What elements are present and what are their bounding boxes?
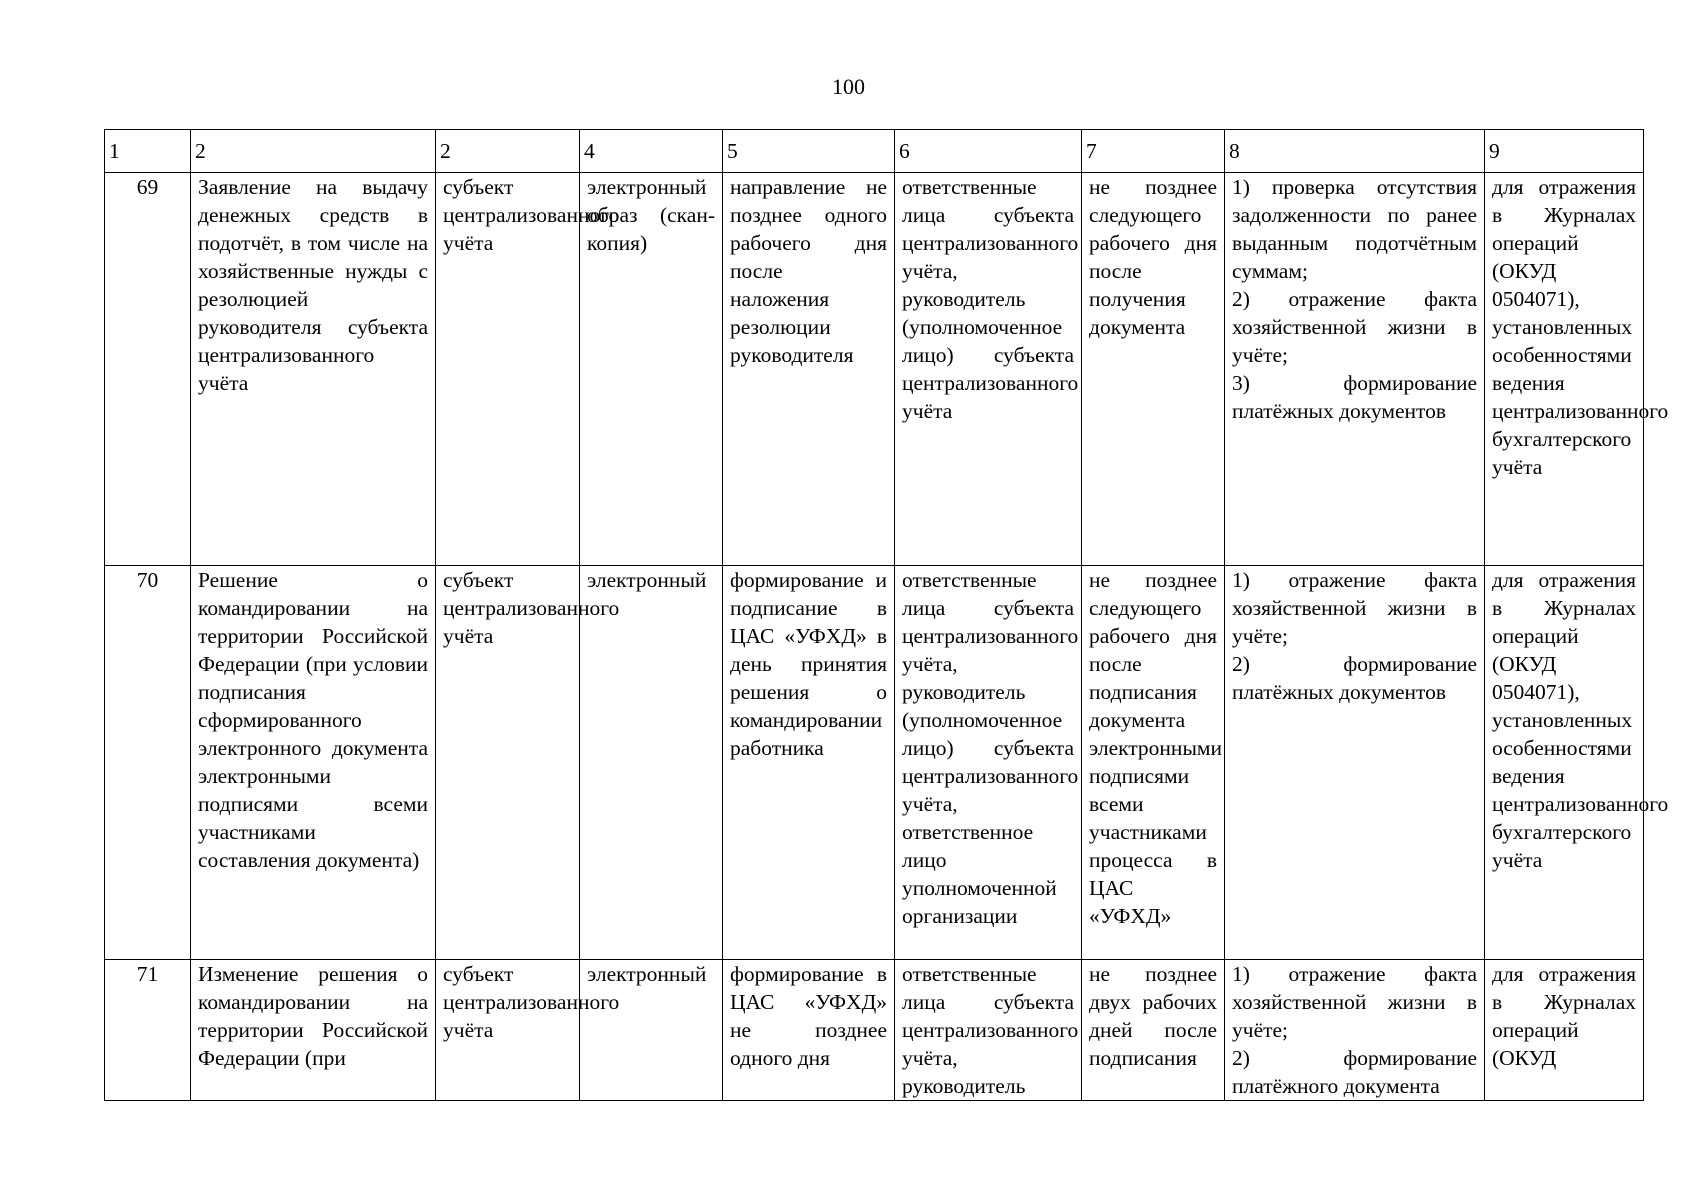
column-header: 4 [580,130,723,173]
purpose-cell: для отражения в Журналах операций (ОКУД [1485,960,1644,1101]
column-header: 5 [723,130,895,173]
responsible-cell: ответственные лица субъекта централизованного учёта, руководитель [895,960,1082,1101]
page-number: 100 [832,74,865,99]
actions-cell: 1) отражение факта хозяйственной жизни в учёте; 2) формирование платёжного документа [1225,960,1485,1101]
row-number: 71 [105,960,191,1101]
actions-cell: 1) отражение факта хозяйственной жизни в учёте; 2) формирование платёжных документов [1225,566,1485,960]
purpose-cell: для отражения в Журналах операций (ОКУД 0504071), установленных особенностями ведения централизованного бухгалтерского учёта [1485,566,1644,960]
deadline-cell: направление не позднее одного рабочего дня после наложения резолюции руководителя [723,173,895,566]
deadline-cell: формирование и подписание в ЦАС «УФХД» в день принятия решения о командировании работника [723,566,895,960]
deadline-cell: формирование в ЦАС «УФХД» не позднее одного дня [723,960,895,1101]
processing-term-cell: не позднее следующего рабочего дня после получения документа [1082,173,1225,566]
document-table [104,129,1669,1101]
creator-cell: субъект централизованного учёта [436,173,580,566]
responsible-cell: ответственные лица субъекта централизованного учёта, руководитель (уполномоченное лицо) субъекта централизованного учёта [895,173,1082,566]
processing-term-cell: не позднее двух рабочих дней после подписания [1082,960,1225,1101]
format-cell: электронный [580,960,723,1101]
creator-cell: субъект централизованного учёта [436,960,580,1101]
column-header: 8 [1225,130,1485,173]
column-header: 7 [1082,130,1225,173]
document-name-cell: Решение о командировании на территории Российской Федерации (при условии подписания сформированного электронного документа электронными подписями всеми участниками составления документа) [191,566,436,960]
column-header: 2 [191,130,436,173]
responsible-cell: ответственные лица субъекта централизованного учёта, руководитель (уполномоченное лицо) субъекта централизованного учёта, ответственное лицо уполномоченной организации [895,566,1082,960]
column-header: 2 [436,130,580,173]
format-cell: электронный [580,566,723,960]
table-row [105,173,1644,566]
table-row [105,566,1644,960]
purpose-cell: для отражения в Журналах операций (ОКУД 0504071), установленных особенностями ведения централизованного бухгалтерского учёта [1485,173,1644,566]
column-header: 6 [895,130,1082,173]
column-header: 1 [105,130,191,173]
row-number: 70 [105,566,191,960]
actions-cell: 1) проверка отсутствия задолженности по ранее выданным подотчётным суммам; 2) отражение факта хозяйственной жизни в учёте; 3) формирование платёжных документов [1225,173,1485,566]
document-name-cell: Заявление на выдачу денежных средств в подотчёт, в том числе на хозяйственные нужды с резолюцией руководителя субъекта централизованного учёта [191,173,436,566]
table-row [105,960,1644,1101]
row-number: 69 [105,173,191,566]
document-name-cell: Изменение решения о командировании на территории Российской Федерации (при [191,960,436,1101]
table-header-row [105,130,1644,173]
creator-cell: субъект централизованного учёта [436,566,580,960]
column-header: 9 [1485,130,1644,173]
format-cell: электронный образ (скан-копия) [580,173,723,566]
processing-term-cell: не позднее следующего рабочего дня после подписания документа электронными подписями всеми участниками процесса в ЦАС «УФХД» [1082,566,1225,960]
